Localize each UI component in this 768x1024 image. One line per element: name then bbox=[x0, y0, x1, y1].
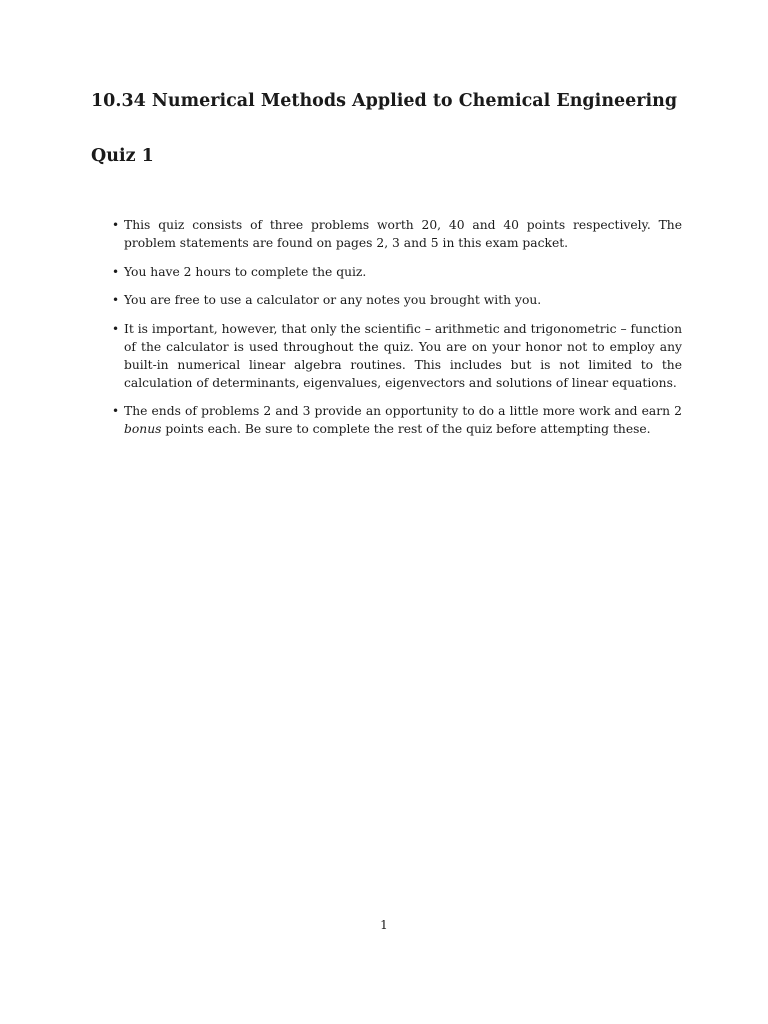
course-title: 10.34 Numerical Methods Applied to Chemical Engineering bbox=[91, 91, 678, 111]
instruction-text: This quiz consists of three problems worth 20, 40 and 40 points respectively. The problem statements are found on pages 2, 3 and 5 in this exam packet. bbox=[124, 218, 682, 250]
quiz-title: Quiz 1 bbox=[91, 146, 154, 166]
instruction-item-4 bbox=[112, 321, 682, 392]
instruction-text-after: points each. Be sure to complete the rest of the quiz before attempting these. bbox=[161, 422, 651, 437]
instruction-item-2 bbox=[112, 264, 682, 282]
bullet-icon: • bbox=[112, 322, 120, 337]
bullet-icon: • bbox=[112, 404, 120, 419]
bullet-icon: • bbox=[112, 264, 120, 279]
instruction-list bbox=[112, 217, 682, 450]
instruction-item-3 bbox=[112, 292, 682, 310]
instruction-item-1 bbox=[112, 217, 682, 253]
bullet-icon: • bbox=[112, 293, 120, 308]
page-number: 1 bbox=[380, 918, 388, 932]
instruction-emphasis: bonus bbox=[124, 422, 162, 437]
instruction-text: You have 2 hours to complete the quiz. bbox=[124, 264, 367, 279]
instruction-text: It is important, however, that only the scientific – arithmetic and trigonometric – function of the calculator is used throughout the quiz. You are on your honor not to employ any built-in numerical linear algebra routines. This includes but is not limited to the calculation of determinants, eigenvalues, eigenvectors and solutions of linear equations. bbox=[124, 322, 682, 390]
instruction-item-5 bbox=[112, 403, 682, 439]
bullet-icon: • bbox=[112, 218, 120, 232]
instruction-text: You are free to use a calculator or any notes you brought with you. bbox=[124, 293, 542, 308]
instruction-text-before: The ends of problems 2 and 3 provide an opportunity to do a little more work and earn 2 bbox=[124, 404, 682, 419]
